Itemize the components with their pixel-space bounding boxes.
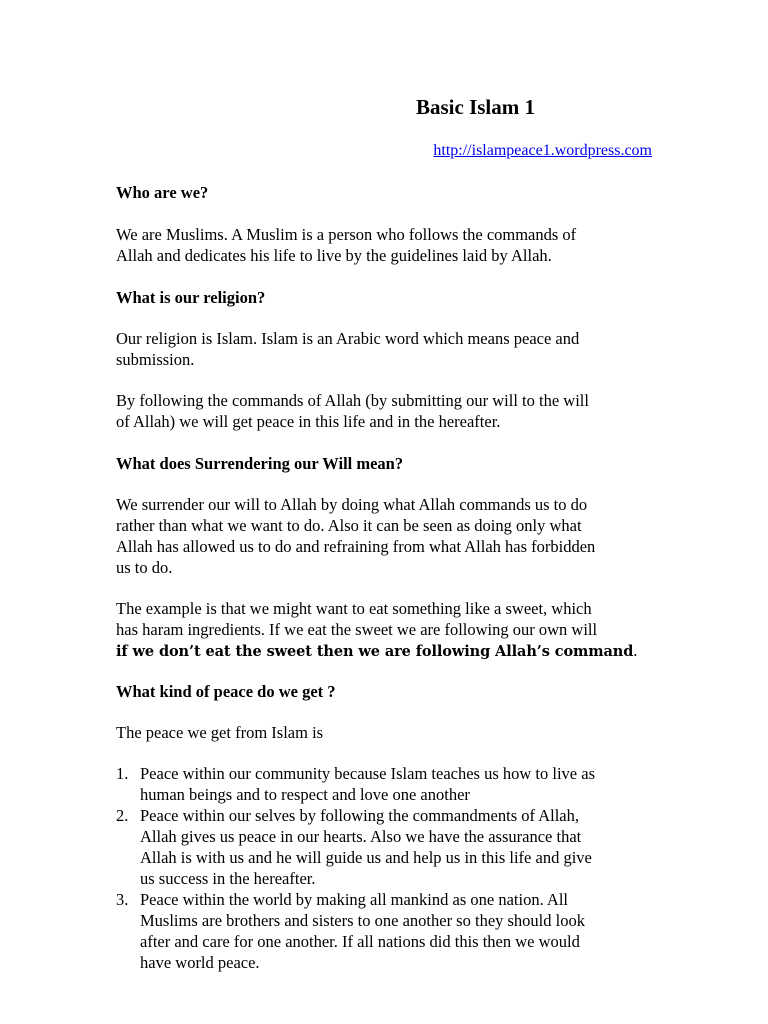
paragraph-religion-1 bbox=[116, 328, 656, 370]
paragraph-surrender-1 bbox=[116, 494, 656, 578]
text-line: us success in the hereafter. bbox=[140, 869, 316, 888]
text-line: rather than what we want to do. Also it can be seen as doing only what bbox=[116, 516, 582, 535]
period: . bbox=[633, 641, 638, 660]
text-line: has haram ingredients. If we eat the sweet we are following our own will bbox=[116, 620, 598, 639]
text-line: Peace within our community because Islam teaches us how to live as bbox=[140, 764, 595, 783]
text-line: have world peace. bbox=[140, 953, 260, 972]
text-line: submission. bbox=[116, 350, 195, 369]
text-line: We are Muslims. A Muslim is a person who follows the commands of bbox=[116, 225, 577, 244]
text-line: Allah and dedicates his life to live by the guidelines laid by Allah. bbox=[116, 246, 552, 265]
list-item bbox=[116, 805, 656, 889]
list-item bbox=[116, 763, 656, 805]
list-number: 1. bbox=[116, 764, 129, 783]
blog-link[interactable]: http://islampeace1.wordpress.com bbox=[433, 142, 652, 159]
document-title: Basic Islam 1 bbox=[415, 95, 535, 119]
text-line: By following the commands of Allah (by submitting our will to the will bbox=[116, 391, 589, 410]
heading-surrendering-will: What does Surrendering our Will mean? bbox=[116, 454, 404, 473]
text-line: Allah is with us and he will guide us and help us in this life and give bbox=[140, 848, 592, 867]
peace-list bbox=[116, 763, 656, 973]
text-line: Allah has allowed us to do and refraining from what Allah has forbidden bbox=[116, 537, 596, 556]
paragraph-who-are-we bbox=[116, 224, 656, 266]
text-line: after and care for one another. If all nations did this then we would bbox=[140, 932, 580, 951]
text-line: Muslims are brothers and sisters to one another so they should look bbox=[140, 911, 585, 930]
paragraph-peace-intro: The peace we get from Islam is bbox=[116, 723, 324, 742]
paragraph-religion-2 bbox=[116, 390, 656, 432]
text-line: Our religion is Islam. Islam is an Arabic word which means peace and bbox=[116, 329, 580, 348]
text-line: We surrender our will to Allah by doing what Allah commands us to do bbox=[116, 495, 588, 514]
heading-our-religion: What is our religion? bbox=[116, 288, 266, 307]
list-number: 2. bbox=[116, 806, 129, 825]
text-line: Allah gives us peace in our hearts. Also we have the assurance that bbox=[140, 827, 582, 846]
paragraph-surrender-2 bbox=[116, 598, 656, 662]
heading-who-are-we: Who are we? bbox=[116, 183, 209, 202]
bold-text-line: if we don’t eat the sweet then we are following Allah’s command bbox=[116, 643, 634, 660]
text-line: Peace within our selves by following the commandments of Allah, bbox=[140, 806, 579, 825]
text-line: human beings and to respect and love one another bbox=[140, 785, 470, 804]
list-item bbox=[116, 889, 656, 973]
text-line: The example is that we might want to eat something like a sweet, which bbox=[116, 599, 592, 618]
text-line: us to do. bbox=[116, 558, 173, 577]
heading-kind-of-peace: What kind of peace do we get ? bbox=[116, 682, 336, 701]
text-line: Peace within the world by making all mankind as one nation. All bbox=[140, 890, 569, 909]
text-line: of Allah) we will get peace in this life and in the hereafter. bbox=[116, 412, 501, 431]
list-number: 3. bbox=[116, 890, 129, 909]
